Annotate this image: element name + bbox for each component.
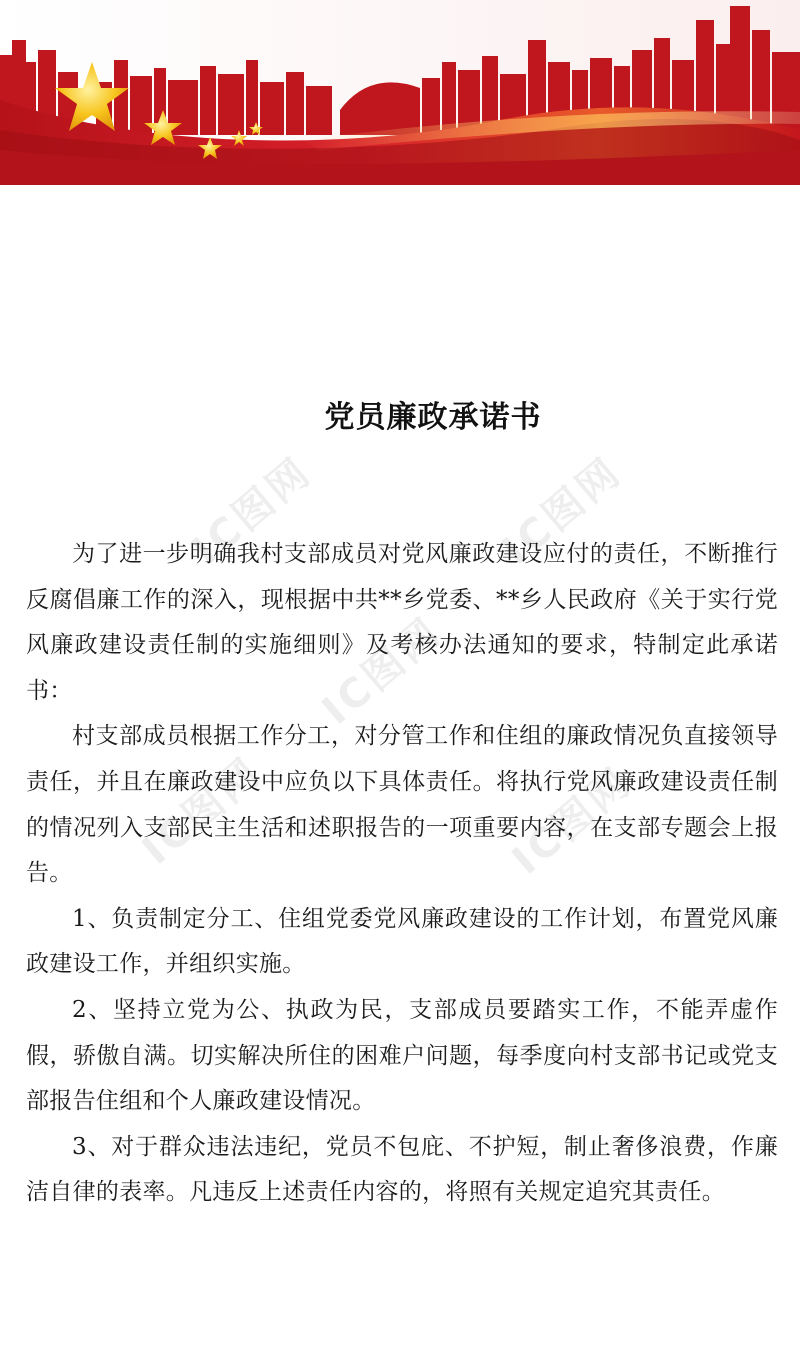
paragraph: 3、对于群众违法违纪，党员不包庇、不护短，制止奢侈浪费，作廉洁自律的表率。凡违反上述责任内容的，将照有关规定追究其责任。: [26, 1133, 778, 1206]
watermark: IC图网: [503, 758, 641, 884]
watermark: IC图网: [313, 608, 451, 734]
paragraph: 村支部成员根据工作分工，对分管工作和住组的廉政情况负直接领导责任，并且在廉政建设中应负以下具体责任。将执行党风廉政建设责任制的情况列入支部民主生活和述职报告的一项重要内容，在支部专题会上报告。: [26, 723, 778, 887]
city-skyline-icon: [0, 0, 800, 185]
document-title: 党员廉政承诺书: [324, 400, 542, 435]
watermark: IC图网: [133, 748, 271, 874]
header-banner: [0, 0, 800, 185]
paragraph: 2、坚持立党为公、执政为民，支部成员要踏实工作，不能弄虚作假，骄傲自满。切实解决所住的困难户问题，每季度向村支部书记或党支部报告住组和个人廉政建设情况。: [26, 996, 778, 1115]
paragraph: 为了进一步明确我村支部成员对党风廉政建设应付的责任，不断推行反腐倡廉工作的深入，现根据中共**乡党委、**乡人民政府《关于实行党风廉政建设责任制的实施细则》及考核办法通知的要求，特制定此承诺书：: [26, 541, 778, 704]
paragraph: 1、负责制定分工、住组党委党风廉政建设的工作计划，布置党风廉政建设工作，并组织实施。: [26, 905, 778, 978]
watermark: IC图网: [493, 448, 631, 574]
document-body: [26, 532, 778, 1216]
watermark: IC图网: [183, 448, 321, 574]
